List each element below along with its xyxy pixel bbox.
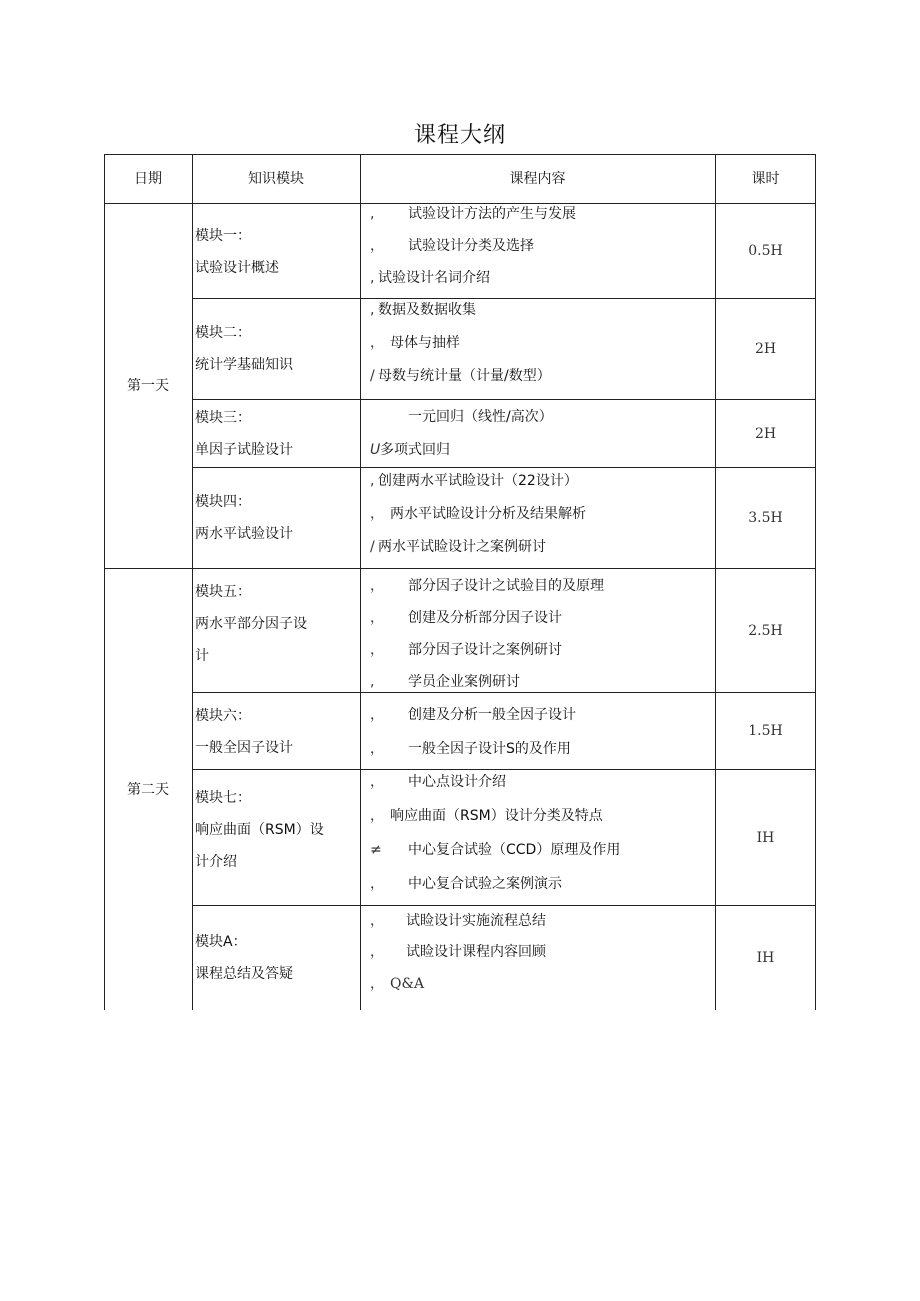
module-number: 模块四： [195, 494, 251, 510]
content-item: ， 一般全因子设计S的及作用 [370, 741, 571, 757]
hours-value: IH [756, 829, 775, 846]
content-item: ， Q&A [370, 976, 425, 992]
module-number: 模块三： [195, 410, 251, 426]
header-module: 知识模块 [248, 171, 304, 187]
module-cell [193, 486, 293, 550]
module-cell [193, 402, 293, 466]
day-label: 第一天 [127, 378, 169, 394]
hours-value: 1.5H [748, 723, 783, 739]
content-item: ， 创建及分析部分因子设计 [370, 610, 562, 626]
column-divider [360, 154, 361, 1010]
content-item: , 学员企业案例研讨 [370, 674, 520, 690]
module-title: 一般全因子设计 [195, 740, 293, 756]
content-item: ， 中心点设计介绍 [370, 774, 506, 790]
content-item: ， 两水平试睑设计分析及结果解析 [370, 506, 586, 522]
hours-value: 0.5H [748, 243, 783, 259]
content-item: ， 创建及分析一般全因子设计 [370, 707, 576, 723]
module-number: 模块六： [195, 708, 251, 724]
syllabus-table [104, 154, 816, 1010]
header-content: 课程内容 [509, 171, 566, 187]
header-date: 日期 [134, 171, 162, 187]
content-item: , 试验设计方法的产生与发展 [370, 206, 576, 222]
module-cell [193, 317, 293, 381]
module-cell [193, 576, 307, 672]
module-title: 单因子试脸设计 [195, 442, 293, 458]
module-title-cont: 计介绍 [195, 854, 237, 870]
module-title: 试验设计概述 [195, 260, 279, 276]
content-item: 一元回归（线性/高次） [408, 409, 553, 425]
module-number: 模块一： [195, 228, 251, 244]
module-title: 课程总结及答疑 [195, 966, 293, 982]
content-item: ， 部分因子设计之案例研讨 [370, 642, 562, 658]
content-item: , 创建两水平试睑设计（22设计） [370, 473, 578, 489]
day-label: 第二天 [127, 781, 169, 798]
module-cell [193, 782, 324, 878]
row-divider [104, 568, 816, 569]
content-item: / 母数与统计量（计量/数型） [370, 368, 551, 384]
content-item: , 数据及数据收集 [370, 302, 476, 318]
content-item: ， 试睑设计实施流程总结 [370, 913, 546, 929]
content-item: ， 中心复合试验之案例演示 [370, 876, 562, 892]
content-item: ， 试验设计分类及选择 [370, 238, 534, 254]
module-number: 模块二： [195, 325, 251, 341]
content-item: / 两水平试睑设计之案例研讨 [370, 539, 546, 555]
module-number: 模块A： [195, 934, 247, 950]
content-item: ， 响应曲面（RSM）设计分类及特点 [370, 808, 603, 824]
content-item: , 试验设计名词介绍 [370, 270, 490, 286]
module-number: 模块五： [195, 584, 251, 600]
content-item: ， 母体与抽样 [370, 335, 460, 351]
hours-value: 2H [754, 425, 777, 442]
module-title-cont: 计 [195, 648, 209, 664]
page-title: 课程大纲 [413, 123, 506, 148]
content-item: ， 试睑设计课程内容回顾 [370, 944, 546, 960]
module-title: 两水平试验设计 [195, 526, 293, 542]
module-title: 响应曲面（RSM）设 [195, 822, 324, 838]
content-item: ， 部分因子设计之试验目的及原理 [370, 578, 604, 594]
hours-value: 2.5H [748, 622, 783, 639]
module-cell [193, 220, 279, 284]
module-title: 统计学基础知识 [195, 357, 293, 373]
module-title: 两水平部分因子设 [195, 616, 307, 632]
header-hours: 课时 [751, 171, 780, 187]
hours-value: 3.5H [748, 510, 783, 526]
hours-value: 2H [754, 341, 777, 357]
content-item: U多项式回归 [370, 442, 450, 458]
module-cell [193, 926, 293, 990]
module-number: 模块七： [195, 790, 251, 806]
content-item: ≠ 中心复合试验（CCD）原理及作用 [370, 842, 621, 858]
hours-value: IH [756, 950, 775, 966]
module-cell [193, 700, 293, 764]
